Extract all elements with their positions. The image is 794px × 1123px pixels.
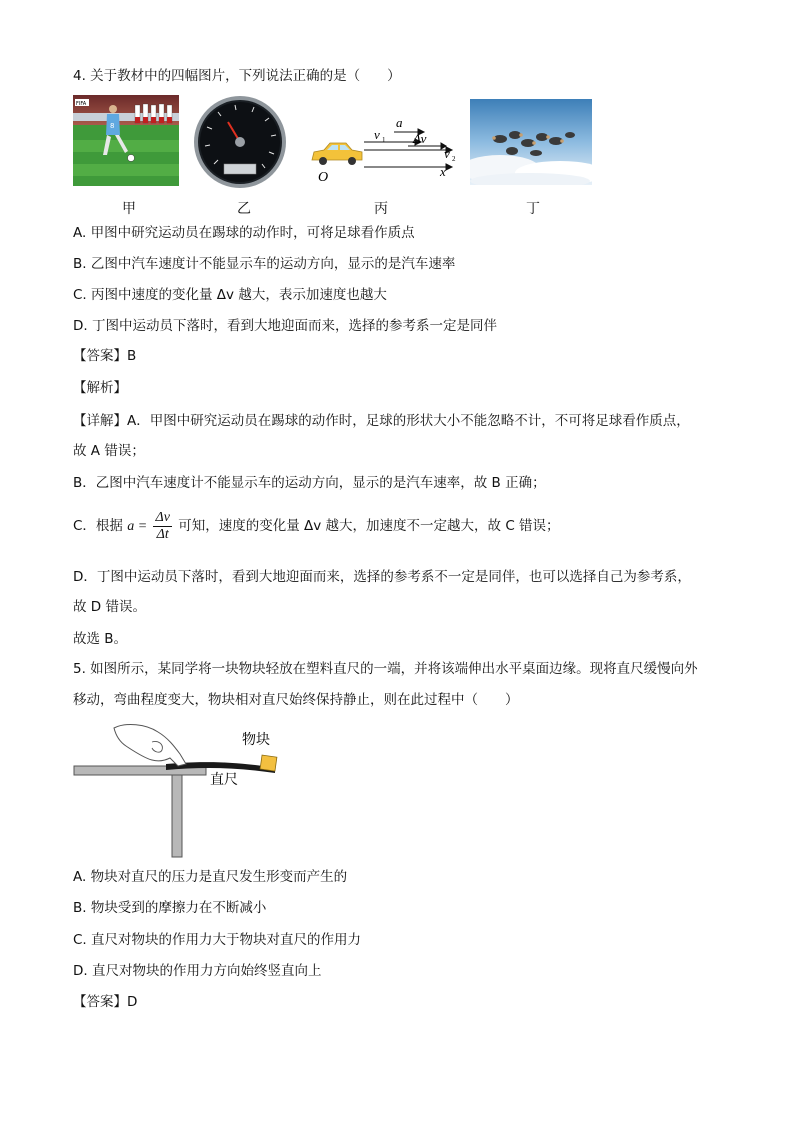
q5-option-d: D. 直尺对物块的作用力方向始终竖直向上 [73, 963, 322, 979]
figure-jia-soccer [73, 95, 179, 186]
q4-answer: 【答案】B [73, 348, 137, 364]
figure-ding-skydivers [470, 99, 592, 185]
q5-option-a: A. 物块对直尺的压力是直尺发生形变而产生的 [73, 869, 348, 885]
q5-stem-line2: 移动，弯曲程度变大，物块相对直尺始终保持静止，则在此过程中（ ） [73, 692, 519, 708]
q4-formula-fraction [153, 510, 171, 543]
label-a: a [396, 115, 403, 130]
caption-bing: 丙 [374, 201, 388, 217]
caption-yi: 乙 [237, 201, 251, 217]
q4-formula-lhs: a = [127, 519, 148, 534]
q5-option-c: C. 直尺对物块的作用力大于物块对直尺的作用力 [73, 932, 362, 948]
svg-text:FIFA: FIFA [76, 101, 87, 107]
q4-option-d: D. 丁图中运动员下落时，看到大地迎面而来，选择的参考系一定是同伴 [73, 318, 497, 334]
q4-option-c: C. 丙图中速度的变化量 Δv 越大，表示加速度也越大 [73, 287, 387, 303]
q4-option-a: A. 甲图中研究运动员在踢球的动作时，可将足球看作质点 [73, 225, 415, 241]
q4-detail-d-line1: D．丁图中运动员下落时，看到大地迎面而来，选择的参考系不一定是同伴，也可以选择自己为参考系， [73, 569, 691, 585]
svg-text:8: 8 [110, 122, 115, 130]
q4-detail-a-line1: 【详解】A．甲图中研究运动员在踢球的动作时，足球的形状大小不能忽略不计，不可将足球看作质点， [73, 413, 690, 429]
q4-detail-d-line2: 故 D 错误。 [73, 599, 146, 615]
label-v2-sub: 2 [452, 155, 456, 163]
q5-stem-line1: 5. 如图所示，某同学将一块物块轻放在塑料直尺的一端，并将该端伸出水平桌面边缘。现将直尺缓慢向外 [73, 661, 698, 677]
q4-analysis-title: 【解析】 [73, 380, 127, 396]
label-ruler: 直尺 [210, 772, 238, 788]
label-x: x [440, 164, 446, 179]
q4-detail-a-line2: 故 A 错误； [73, 443, 145, 459]
q5-option-b: B. 物块受到的摩擦力在不断减小 [73, 900, 267, 916]
label-dv: Δv [413, 131, 427, 146]
label-origin-o: O [318, 170, 329, 184]
q4-option-b: B. 乙图中汽车速度计不能显示车的运动方向，显示的是汽车速率 [73, 256, 456, 272]
q4-formula-denominator: Δt [156, 526, 169, 542]
figure-bing-car-vectors [308, 112, 463, 184]
label-block: 物块 [242, 732, 270, 748]
q4-detail-c-post: 可知，速度的变化量 Δv 越大，加速度不一定越大，故 C 错误； [178, 518, 560, 534]
label-v1: v [374, 127, 380, 142]
q4-detail-c-pre: C．根据 [73, 518, 123, 534]
q4-formula-numerator: Δv [155, 509, 170, 525]
caption-ding: 丁 [526, 201, 540, 217]
label-v2: v [444, 146, 450, 161]
label-v1-sub: 1 [382, 136, 386, 144]
figure-yi-speedometer [188, 94, 292, 189]
q4-detail-c [73, 508, 560, 545]
caption-jia: 甲 [122, 201, 136, 217]
figure-ruler-table [70, 720, 290, 860]
q4-conclusion: 故选 B。 [73, 631, 128, 647]
q4-detail-b: B．乙图中汽车速度计不能显示车的运动方向，显示的是汽车速率，故 B 正确； [73, 475, 546, 491]
q4-stem: 4. 关于教材中的四幅图片，下列说法正确的是（ ） [73, 68, 401, 84]
q5-answer: 【答案】D [73, 994, 138, 1010]
